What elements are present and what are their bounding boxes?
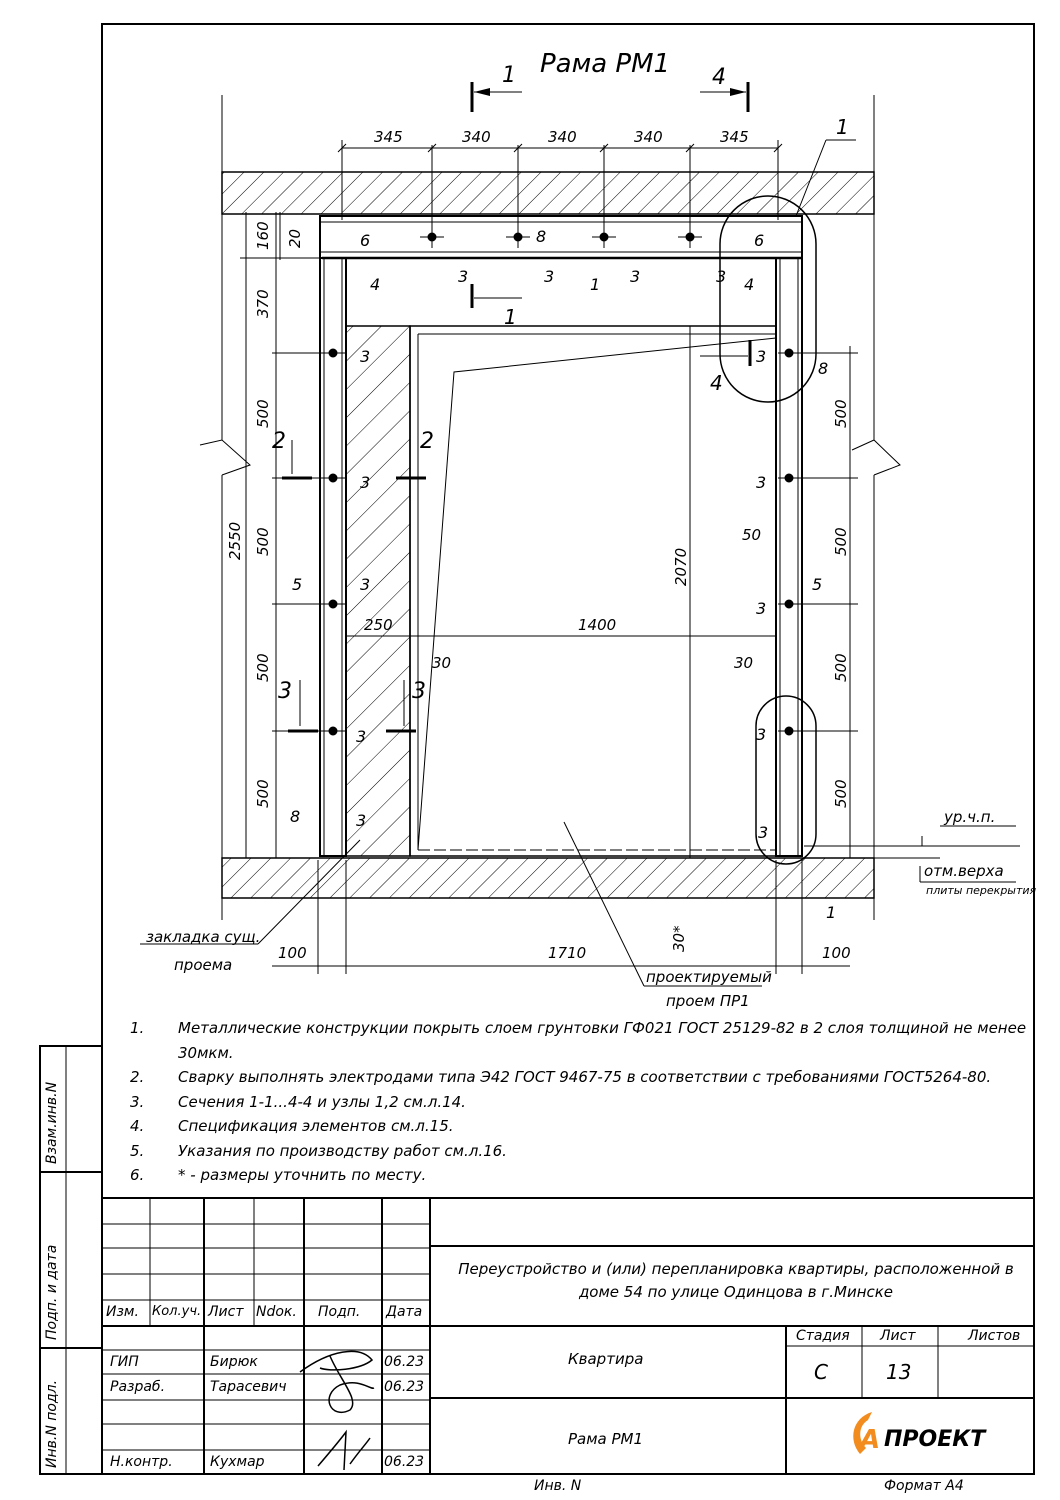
svg-text:2: 2 xyxy=(420,429,434,454)
svg-text:5: 5 xyxy=(812,575,823,594)
svg-text:1710: 1710 xyxy=(548,944,587,962)
svg-text:3: 3 xyxy=(412,679,426,704)
footer-inv: Инв. N xyxy=(534,1478,582,1494)
svg-text:500: 500 xyxy=(254,399,272,428)
stage-header: Стадия xyxy=(796,1328,850,1344)
svg-text:8: 8 xyxy=(290,807,301,826)
svg-text:8: 8 xyxy=(536,227,547,246)
svg-text:3: 3 xyxy=(758,823,769,842)
date-nkontr: 06.23 xyxy=(384,1454,425,1470)
project-title: Переустройство и (или) перепланировка квартиры, расположенной в доме 54 по улице Одинцова в г.Минске xyxy=(458,1260,1014,1301)
svg-text:5: 5 xyxy=(292,575,303,594)
svg-text:340: 340 xyxy=(548,128,577,146)
svg-text:30: 30 xyxy=(432,654,452,672)
svg-text:3: 3 xyxy=(716,267,727,286)
svg-text:500: 500 xyxy=(832,527,850,556)
name-nkontr: Кухмар xyxy=(210,1454,265,1470)
svg-text:проема: проема xyxy=(174,956,233,974)
svg-text:3: 3 xyxy=(756,599,767,618)
svg-text:2550: 2550 xyxy=(226,521,244,560)
svg-text:50: 50 xyxy=(742,526,762,544)
svg-text:3: 3 xyxy=(756,473,767,492)
note-item: 4. Спецификация элементов см.л.15. xyxy=(130,1117,454,1135)
svg-text:345: 345 xyxy=(374,128,403,146)
svg-text:6: 6 xyxy=(360,231,371,250)
svg-text:4: 4 xyxy=(710,371,723,395)
svg-text:2070: 2070 xyxy=(672,547,690,586)
svg-text:3: 3 xyxy=(458,267,469,286)
svg-text:4: 4 xyxy=(712,65,726,90)
existing-infill xyxy=(346,326,410,856)
sheet-value: 13 xyxy=(886,1360,912,1384)
signatures xyxy=(300,1351,374,1470)
sheets-header: Листов xyxy=(968,1328,1021,1344)
section-cut-1-mid xyxy=(472,284,522,329)
svg-text:160: 160 xyxy=(254,221,272,250)
sheet-name: Рама РМ1 xyxy=(568,1430,644,1448)
svg-text:3: 3 xyxy=(544,267,555,286)
svg-text:3: 3 xyxy=(756,725,767,744)
svg-text:1: 1 xyxy=(504,305,517,329)
role-razrab: Разраб. xyxy=(110,1379,166,1395)
svg-text:500: 500 xyxy=(254,779,272,808)
svg-text:3: 3 xyxy=(356,727,367,746)
note-item: 5. Указания по производству работ см.л.16. xyxy=(130,1141,507,1160)
designed-opening xyxy=(410,326,776,856)
header-podp: Подп. xyxy=(318,1304,361,1320)
svg-text:8: 8 xyxy=(818,359,829,378)
svg-text:20: 20 xyxy=(286,228,304,248)
svg-text:370: 370 xyxy=(254,289,272,318)
svg-text:100: 100 xyxy=(822,944,851,962)
svg-text:1: 1 xyxy=(590,275,601,294)
svg-text:500: 500 xyxy=(832,779,850,808)
side-label-inv: Инв.N подл. xyxy=(44,1379,60,1468)
section-cut-4-mid xyxy=(700,340,750,395)
svg-text:3: 3 xyxy=(356,811,367,830)
svg-text:1: 1 xyxy=(836,115,849,139)
svg-text:250: 250 xyxy=(364,616,393,634)
drawing-title: Рама РМ1 xyxy=(540,49,671,79)
side-label-vzam: Взам.инв.N xyxy=(44,1081,60,1164)
top-slab xyxy=(222,172,874,214)
footer-format: Формат А4 xyxy=(884,1478,964,1494)
section-cut-4-top xyxy=(700,65,748,112)
svg-text:1400: 1400 xyxy=(578,616,617,634)
date-razrab: 06.23 xyxy=(384,1379,425,1395)
svg-text:3: 3 xyxy=(360,575,371,594)
stage-value: С xyxy=(814,1360,828,1384)
sheet-header: Лист xyxy=(880,1328,916,1344)
svg-text:ур.ч.п.: ур.ч.п. xyxy=(944,808,996,826)
header-izm: Изм. xyxy=(106,1304,139,1320)
svg-text:3: 3 xyxy=(630,267,641,286)
svg-text:6: 6 xyxy=(754,231,765,250)
header-list: Лист xyxy=(208,1304,244,1320)
header-data: Дата xyxy=(386,1304,423,1320)
note-item: 6. * - размеры уточнить по месту. xyxy=(130,1166,427,1184)
role-gip: ГИП xyxy=(110,1354,139,1370)
svg-text:3: 3 xyxy=(756,347,767,366)
svg-text:500: 500 xyxy=(254,653,272,682)
svg-text:1: 1 xyxy=(502,63,516,88)
name-gip: Бирюк xyxy=(210,1354,258,1370)
svg-text:ПРОЕКТ: ПРОЕКТ xyxy=(884,1427,986,1452)
svg-text:3: 3 xyxy=(360,347,371,366)
side-label-podp: Подп. и дата xyxy=(44,1244,60,1340)
svg-text:2: 2 xyxy=(272,429,286,454)
svg-text:500: 500 xyxy=(832,653,850,682)
svg-text:3: 3 xyxy=(278,679,292,704)
svg-text:500: 500 xyxy=(832,399,850,428)
svg-text:плиты перекрытия: плиты перекрытия xyxy=(926,884,1037,897)
role-nkontr: Н.контр. xyxy=(110,1454,173,1470)
svg-text:закладка сущ.: закладка сущ. xyxy=(146,928,261,946)
header-ndok: Ndок. xyxy=(256,1304,297,1320)
svg-text:340: 340 xyxy=(634,128,663,146)
section-cut-1-top xyxy=(472,63,522,112)
header-koluch: Кол.уч. xyxy=(152,1304,202,1319)
svg-text:30: 30 xyxy=(734,654,754,672)
sheet-border xyxy=(102,24,1034,1474)
company-logo xyxy=(853,1412,987,1455)
svg-text:А: А xyxy=(860,1425,881,1455)
svg-text:отм.верха: отм.верха xyxy=(924,862,1004,880)
name-razrab: Тарасевич xyxy=(210,1379,287,1395)
general-notes xyxy=(130,1016,1030,1188)
svg-text:30*: 30* xyxy=(670,925,688,952)
svg-text:4: 4 xyxy=(370,275,381,294)
svg-text:345: 345 xyxy=(720,128,749,146)
svg-text:340: 340 xyxy=(462,128,491,146)
date-gip: 06.23 xyxy=(384,1354,425,1370)
note-item: 3. Сечения 1-1...4-4 и узлы 1,2 см.л.14. xyxy=(130,1092,466,1111)
note-item: 2. Сварку выполнять электродами типа Э42 ГОСТ 9467-75 в соответствии с требованиями ГОСТ5264-80. xyxy=(130,1068,992,1086)
svg-text:3: 3 xyxy=(360,473,371,492)
svg-text:проектируемый: проектируемый xyxy=(646,968,772,986)
svg-text:500: 500 xyxy=(254,527,272,556)
door-leaf xyxy=(418,338,776,850)
svg-text:100: 100 xyxy=(278,944,307,962)
note-item: 1. Металлические конструкции покрыть слоем грунтовки ГФ021 ГОСТ 25129-82 в 2 слоя толщиной не менее 30мкм. xyxy=(130,1019,1027,1062)
object-name: Квартира xyxy=(568,1350,644,1368)
svg-text:проем ПР1: проем ПР1 xyxy=(666,992,750,1010)
svg-text:1: 1 xyxy=(826,903,837,922)
svg-text:4: 4 xyxy=(744,275,755,294)
